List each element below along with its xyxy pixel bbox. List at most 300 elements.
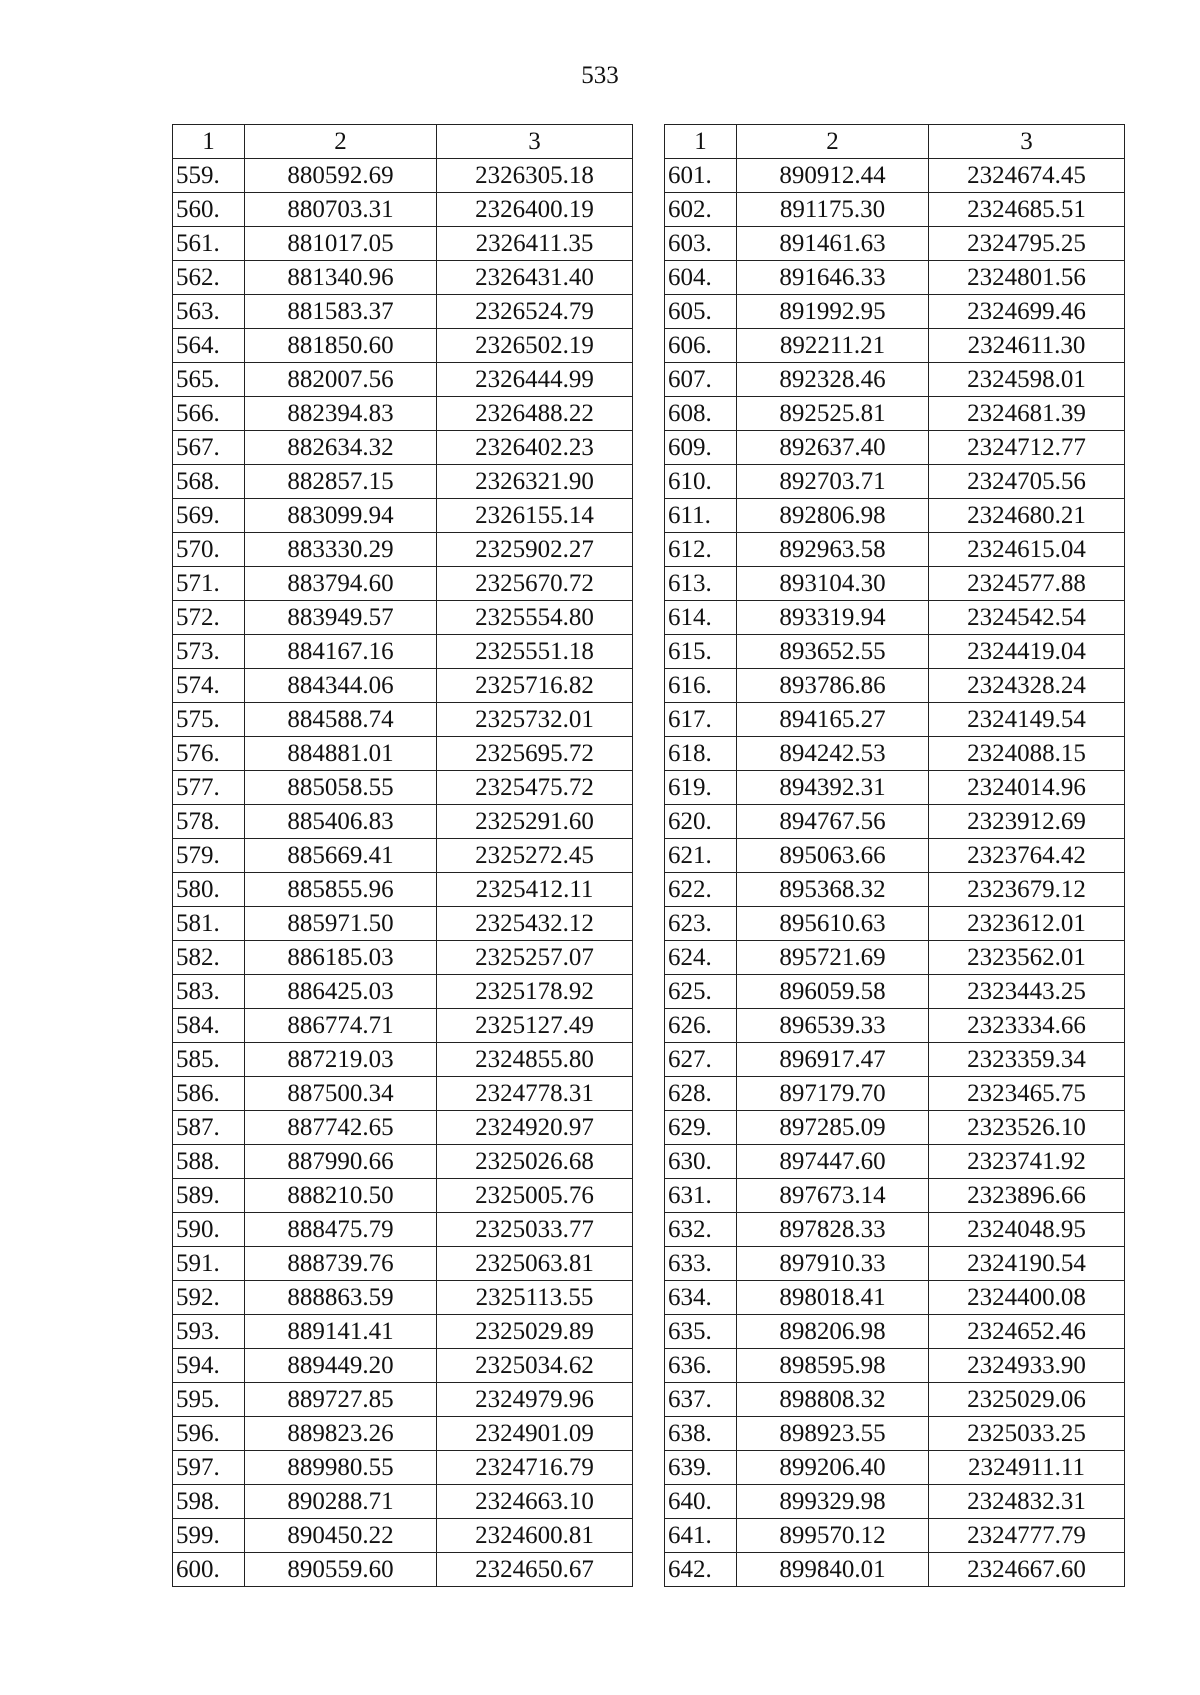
x-coordinate-cell: 888739.76 [245, 1247, 437, 1281]
y-coordinate-cell: 2324685.51 [929, 193, 1125, 227]
x-coordinate-cell: 898923.55 [737, 1417, 929, 1451]
y-coordinate-cell: 2323764.42 [929, 839, 1125, 873]
point-number-cell: 561. [173, 227, 245, 261]
table-row [665, 1451, 1125, 1485]
x-coordinate-cell: 888210.50 [245, 1179, 437, 1213]
point-number-cell: 632. [665, 1213, 737, 1247]
table-row [665, 499, 1125, 533]
table-row [173, 601, 633, 635]
x-coordinate-cell: 881850.60 [245, 329, 437, 363]
x-coordinate-cell: 884588.74 [245, 703, 437, 737]
y-coordinate-cell: 2325695.72 [437, 737, 633, 771]
point-number-cell: 626. [665, 1009, 737, 1043]
y-coordinate-cell: 2325033.25 [929, 1417, 1125, 1451]
point-number-cell: 589. [173, 1179, 245, 1213]
x-coordinate-cell: 896917.47 [737, 1043, 929, 1077]
point-number-cell: 625. [665, 975, 737, 1009]
x-coordinate-cell: 897673.14 [737, 1179, 929, 1213]
y-coordinate-cell: 2326400.19 [437, 193, 633, 227]
x-coordinate-cell: 894165.27 [737, 703, 929, 737]
point-number-cell: 580. [173, 873, 245, 907]
point-number-cell: 585. [173, 1043, 245, 1077]
point-number-cell: 598. [173, 1485, 245, 1519]
point-number-cell: 634. [665, 1281, 737, 1315]
y-coordinate-cell: 2324920.97 [437, 1111, 633, 1145]
table-row [173, 465, 633, 499]
x-coordinate-cell: 890912.44 [737, 159, 929, 193]
point-number-cell: 564. [173, 329, 245, 363]
y-coordinate-cell: 2325554.80 [437, 601, 633, 635]
x-coordinate-cell: 889141.41 [245, 1315, 437, 1349]
point-number-cell: 637. [665, 1383, 737, 1417]
point-number-cell: 640. [665, 1485, 737, 1519]
x-coordinate-cell: 884344.06 [245, 669, 437, 703]
point-number-cell: 577. [173, 771, 245, 805]
x-coordinate-cell: 887219.03 [245, 1043, 437, 1077]
header-cell-3: 3 [437, 125, 633, 159]
table-row [665, 261, 1125, 295]
point-number-cell: 642. [665, 1553, 737, 1587]
table-row [665, 227, 1125, 261]
y-coordinate-cell: 2324650.67 [437, 1553, 633, 1587]
table-row [665, 703, 1125, 737]
x-coordinate-cell: 897910.33 [737, 1247, 929, 1281]
x-coordinate-cell: 891992.95 [737, 295, 929, 329]
x-coordinate-cell: 895063.66 [737, 839, 929, 873]
y-coordinate-cell: 2325732.01 [437, 703, 633, 737]
x-coordinate-cell: 885669.41 [245, 839, 437, 873]
y-coordinate-cell: 2323562.01 [929, 941, 1125, 975]
point-number-cell: 635. [665, 1315, 737, 1349]
y-coordinate-cell: 2324088.15 [929, 737, 1125, 771]
point-number-cell: 562. [173, 261, 245, 295]
y-coordinate-cell: 2324778.31 [437, 1077, 633, 1111]
x-coordinate-cell: 890559.60 [245, 1553, 437, 1587]
x-coordinate-cell: 895721.69 [737, 941, 929, 975]
x-coordinate-cell: 890450.22 [245, 1519, 437, 1553]
table-row [173, 1383, 633, 1417]
x-coordinate-cell: 893652.55 [737, 635, 929, 669]
table-row [173, 941, 633, 975]
x-coordinate-cell: 893319.94 [737, 601, 929, 635]
point-number-cell: 617. [665, 703, 737, 737]
table-row [665, 363, 1125, 397]
x-coordinate-cell: 898206.98 [737, 1315, 929, 1349]
point-number-cell: 619. [665, 771, 737, 805]
point-number-cell: 590. [173, 1213, 245, 1247]
table-row [665, 1315, 1125, 1349]
table-row [665, 1281, 1125, 1315]
x-coordinate-cell: 886425.03 [245, 975, 437, 1009]
point-number-cell: 614. [665, 601, 737, 635]
table-row [173, 805, 633, 839]
y-coordinate-cell: 2325412.11 [437, 873, 633, 907]
x-coordinate-cell: 898808.32 [737, 1383, 929, 1417]
table-row [665, 533, 1125, 567]
point-number-cell: 570. [173, 533, 245, 567]
x-coordinate-cell: 884167.16 [245, 635, 437, 669]
table-row [173, 499, 633, 533]
point-number-cell: 591. [173, 1247, 245, 1281]
table-row [665, 1349, 1125, 1383]
point-number-cell: 631. [665, 1179, 737, 1213]
x-coordinate-cell: 899329.98 [737, 1485, 929, 1519]
x-coordinate-cell: 893786.86 [737, 669, 929, 703]
point-number-cell: 559. [173, 159, 245, 193]
table-row [173, 1179, 633, 1213]
x-coordinate-cell: 889449.20 [245, 1349, 437, 1383]
x-coordinate-cell: 890288.71 [245, 1485, 437, 1519]
point-number-cell: 641. [665, 1519, 737, 1553]
x-coordinate-cell: 897285.09 [737, 1111, 929, 1145]
x-coordinate-cell: 891461.63 [737, 227, 929, 261]
x-coordinate-cell: 885971.50 [245, 907, 437, 941]
point-number-cell: 615. [665, 635, 737, 669]
y-coordinate-cell: 2326502.19 [437, 329, 633, 363]
x-coordinate-cell: 886774.71 [245, 1009, 437, 1043]
y-coordinate-cell: 2324795.25 [929, 227, 1125, 261]
x-coordinate-cell: 899206.40 [737, 1451, 929, 1485]
table-row [173, 669, 633, 703]
y-coordinate-cell: 2324615.04 [929, 533, 1125, 567]
y-coordinate-cell: 2325063.81 [437, 1247, 633, 1281]
y-coordinate-cell: 2326488.22 [437, 397, 633, 431]
point-number-cell: 567. [173, 431, 245, 465]
y-coordinate-cell: 2323334.66 [929, 1009, 1125, 1043]
x-coordinate-cell: 889980.55 [245, 1451, 437, 1485]
y-coordinate-cell: 2324705.56 [929, 465, 1125, 499]
point-number-cell: 588. [173, 1145, 245, 1179]
header-cell-1: 1 [665, 125, 737, 159]
y-coordinate-cell: 2324832.31 [929, 1485, 1125, 1519]
y-coordinate-cell: 2325026.68 [437, 1145, 633, 1179]
x-coordinate-cell: 885855.96 [245, 873, 437, 907]
y-coordinate-cell: 2325005.76 [437, 1179, 633, 1213]
point-number-cell: 582. [173, 941, 245, 975]
point-number-cell: 627. [665, 1043, 737, 1077]
x-coordinate-cell: 880592.69 [245, 159, 437, 193]
point-number-cell: 568. [173, 465, 245, 499]
coordinate-table-right [664, 124, 1125, 1587]
x-coordinate-cell: 895368.32 [737, 873, 929, 907]
point-number-cell: 608. [665, 397, 737, 431]
table-row [173, 873, 633, 907]
table-row [173, 1451, 633, 1485]
x-coordinate-cell: 892806.98 [737, 499, 929, 533]
table-row [173, 1043, 633, 1077]
table-row [173, 533, 633, 567]
table-row [173, 1145, 633, 1179]
y-coordinate-cell: 2324577.88 [929, 567, 1125, 601]
point-number-cell: 610. [665, 465, 737, 499]
point-number-cell: 581. [173, 907, 245, 941]
x-coordinate-cell: 896059.58 [737, 975, 929, 1009]
table-row [665, 329, 1125, 363]
table-row [173, 1485, 633, 1519]
point-number-cell: 593. [173, 1315, 245, 1349]
table-row [665, 805, 1125, 839]
table-row [665, 1247, 1125, 1281]
x-coordinate-cell: 893104.30 [737, 567, 929, 601]
table-row [665, 1009, 1125, 1043]
table-row [665, 601, 1125, 635]
table-row [665, 941, 1125, 975]
point-number-cell: 628. [665, 1077, 737, 1111]
table-row [665, 839, 1125, 873]
point-number-cell: 606. [665, 329, 737, 363]
y-coordinate-cell: 2325113.55 [437, 1281, 633, 1315]
y-coordinate-cell: 2326305.18 [437, 159, 633, 193]
y-coordinate-cell: 2323359.34 [929, 1043, 1125, 1077]
header-cell-3: 3 [929, 125, 1125, 159]
y-coordinate-cell: 2326402.23 [437, 431, 633, 465]
table-row [173, 1111, 633, 1145]
table-row [665, 669, 1125, 703]
x-coordinate-cell: 883099.94 [245, 499, 437, 533]
y-coordinate-cell: 2324048.95 [929, 1213, 1125, 1247]
x-coordinate-cell: 882007.56 [245, 363, 437, 397]
point-number-cell: 623. [665, 907, 737, 941]
table-row [665, 567, 1125, 601]
table-header-row [665, 125, 1125, 159]
y-coordinate-cell: 2325033.77 [437, 1213, 633, 1247]
table-row [665, 1519, 1125, 1553]
y-coordinate-cell: 2324855.80 [437, 1043, 633, 1077]
table-row [173, 431, 633, 465]
point-number-cell: 583. [173, 975, 245, 1009]
x-coordinate-cell: 895610.63 [737, 907, 929, 941]
point-number-cell: 587. [173, 1111, 245, 1145]
x-coordinate-cell: 885406.83 [245, 805, 437, 839]
table-row [173, 329, 633, 363]
x-coordinate-cell: 887990.66 [245, 1145, 437, 1179]
y-coordinate-cell: 2324699.46 [929, 295, 1125, 329]
table-row [665, 1383, 1125, 1417]
y-coordinate-cell: 2324712.77 [929, 431, 1125, 465]
point-number-cell: 603. [665, 227, 737, 261]
table-row [173, 567, 633, 601]
table-row [665, 1043, 1125, 1077]
table-row [665, 1553, 1125, 1587]
point-number-cell: 607. [665, 363, 737, 397]
y-coordinate-cell: 2326524.79 [437, 295, 633, 329]
table-row [665, 635, 1125, 669]
table-row [665, 1077, 1125, 1111]
x-coordinate-cell: 887742.65 [245, 1111, 437, 1145]
table-row [173, 635, 633, 669]
x-coordinate-cell: 882857.15 [245, 465, 437, 499]
y-coordinate-cell: 2324014.96 [929, 771, 1125, 805]
x-coordinate-cell: 898018.41 [737, 1281, 929, 1315]
point-number-cell: 633. [665, 1247, 737, 1281]
table-row [173, 907, 633, 941]
y-coordinate-cell: 2323612.01 [929, 907, 1125, 941]
point-number-cell: 572. [173, 601, 245, 635]
x-coordinate-cell: 885058.55 [245, 771, 437, 805]
y-coordinate-cell: 2324600.81 [437, 1519, 633, 1553]
table-row [173, 771, 633, 805]
y-coordinate-cell: 2325716.82 [437, 669, 633, 703]
table-row [173, 1281, 633, 1315]
y-coordinate-cell: 2325178.92 [437, 975, 633, 1009]
point-number-cell: 622. [665, 873, 737, 907]
y-coordinate-cell: 2325029.06 [929, 1383, 1125, 1417]
x-coordinate-cell: 880703.31 [245, 193, 437, 227]
y-coordinate-cell: 2325475.72 [437, 771, 633, 805]
table-row [173, 193, 633, 227]
point-number-cell: 563. [173, 295, 245, 329]
table-row [173, 1349, 633, 1383]
y-coordinate-cell: 2326321.90 [437, 465, 633, 499]
table-row [173, 1213, 633, 1247]
point-number-cell: 620. [665, 805, 737, 839]
y-coordinate-cell: 2326431.40 [437, 261, 633, 295]
table-row [665, 1417, 1125, 1451]
x-coordinate-cell: 897828.33 [737, 1213, 929, 1247]
table-row [173, 975, 633, 1009]
y-coordinate-cell: 2324674.45 [929, 159, 1125, 193]
point-number-cell: 578. [173, 805, 245, 839]
x-coordinate-cell: 881017.05 [245, 227, 437, 261]
point-number-cell: 571. [173, 567, 245, 601]
table-row [173, 703, 633, 737]
table-row [665, 1145, 1125, 1179]
point-number-cell: 569. [173, 499, 245, 533]
point-number-cell: 616. [665, 669, 737, 703]
y-coordinate-cell: 2326444.99 [437, 363, 633, 397]
y-coordinate-cell: 2324911.11 [929, 1451, 1125, 1485]
x-coordinate-cell: 882394.83 [245, 397, 437, 431]
x-coordinate-cell: 883794.60 [245, 567, 437, 601]
table-row [173, 737, 633, 771]
x-coordinate-cell: 889823.26 [245, 1417, 437, 1451]
table-row [173, 1315, 633, 1349]
point-number-cell: 599. [173, 1519, 245, 1553]
x-coordinate-cell: 897447.60 [737, 1145, 929, 1179]
x-coordinate-cell: 891646.33 [737, 261, 929, 295]
table-row [173, 295, 633, 329]
point-number-cell: 586. [173, 1077, 245, 1111]
table-row [173, 1077, 633, 1111]
table-row [665, 397, 1125, 431]
point-number-cell: 602. [665, 193, 737, 227]
point-number-cell: 576. [173, 737, 245, 771]
table-row [173, 839, 633, 873]
table-row [173, 159, 633, 193]
point-number-cell: 573. [173, 635, 245, 669]
y-coordinate-cell: 2324663.10 [437, 1485, 633, 1519]
y-coordinate-cell: 2324681.39 [929, 397, 1125, 431]
x-coordinate-cell: 892328.46 [737, 363, 929, 397]
y-coordinate-cell: 2325432.12 [437, 907, 633, 941]
y-coordinate-cell: 2324542.54 [929, 601, 1125, 635]
y-coordinate-cell: 2324680.21 [929, 499, 1125, 533]
y-coordinate-cell: 2324190.54 [929, 1247, 1125, 1281]
y-coordinate-cell: 2323443.25 [929, 975, 1125, 1009]
table-row [665, 907, 1125, 941]
table-row [665, 737, 1125, 771]
y-coordinate-cell: 2323679.12 [929, 873, 1125, 907]
table-row [173, 227, 633, 261]
y-coordinate-cell: 2324149.54 [929, 703, 1125, 737]
header-cell-1: 1 [173, 125, 245, 159]
table-row [173, 1553, 633, 1587]
x-coordinate-cell: 886185.03 [245, 941, 437, 975]
table-row [665, 465, 1125, 499]
x-coordinate-cell: 881340.96 [245, 261, 437, 295]
point-number-cell: 584. [173, 1009, 245, 1043]
y-coordinate-cell: 2323465.75 [929, 1077, 1125, 1111]
y-coordinate-cell: 2325127.49 [437, 1009, 633, 1043]
point-number-cell: 595. [173, 1383, 245, 1417]
point-number-cell: 597. [173, 1451, 245, 1485]
point-number-cell: 560. [173, 193, 245, 227]
table-row [665, 873, 1125, 907]
table-row [173, 363, 633, 397]
y-coordinate-cell: 2324901.09 [437, 1417, 633, 1451]
x-coordinate-cell: 899570.12 [737, 1519, 929, 1553]
x-coordinate-cell: 892703.71 [737, 465, 929, 499]
table-row [173, 261, 633, 295]
y-coordinate-cell: 2325257.07 [437, 941, 633, 975]
table-row [665, 1485, 1125, 1519]
y-coordinate-cell: 2325902.27 [437, 533, 633, 567]
point-number-cell: 565. [173, 363, 245, 397]
point-number-cell: 574. [173, 669, 245, 703]
y-coordinate-cell: 2323912.69 [929, 805, 1125, 839]
x-coordinate-cell: 899840.01 [737, 1553, 929, 1587]
point-number-cell: 636. [665, 1349, 737, 1383]
x-coordinate-cell: 896539.33 [737, 1009, 929, 1043]
y-coordinate-cell: 2324979.96 [437, 1383, 633, 1417]
table-row [665, 1179, 1125, 1213]
point-number-cell: 621. [665, 839, 737, 873]
table-row [665, 1213, 1125, 1247]
y-coordinate-cell: 2325670.72 [437, 567, 633, 601]
point-number-cell: 630. [665, 1145, 737, 1179]
point-number-cell: 566. [173, 397, 245, 431]
y-coordinate-cell: 2324716.79 [437, 1451, 633, 1485]
x-coordinate-cell: 883330.29 [245, 533, 437, 567]
y-coordinate-cell: 2325034.62 [437, 1349, 633, 1383]
y-coordinate-cell: 2324801.56 [929, 261, 1125, 295]
x-coordinate-cell: 883949.57 [245, 601, 437, 635]
y-coordinate-cell: 2324933.90 [929, 1349, 1125, 1383]
point-number-cell: 613. [665, 567, 737, 601]
x-coordinate-cell: 888863.59 [245, 1281, 437, 1315]
y-coordinate-cell: 2324328.24 [929, 669, 1125, 703]
x-coordinate-cell: 894392.31 [737, 771, 929, 805]
y-coordinate-cell: 2324419.04 [929, 635, 1125, 669]
point-number-cell: 600. [173, 1553, 245, 1587]
point-number-cell: 611. [665, 499, 737, 533]
table-row [665, 159, 1125, 193]
point-number-cell: 618. [665, 737, 737, 771]
table-row [665, 771, 1125, 805]
x-coordinate-cell: 887500.34 [245, 1077, 437, 1111]
point-number-cell: 594. [173, 1349, 245, 1383]
point-number-cell: 592. [173, 1281, 245, 1315]
table-row [173, 1417, 633, 1451]
x-coordinate-cell: 892211.21 [737, 329, 929, 363]
point-number-cell: 629. [665, 1111, 737, 1145]
point-number-cell: 639. [665, 1451, 737, 1485]
table-row [665, 1111, 1125, 1145]
x-coordinate-cell: 892525.81 [737, 397, 929, 431]
x-coordinate-cell: 889727.85 [245, 1383, 437, 1417]
y-coordinate-cell: 2324667.60 [929, 1553, 1125, 1587]
point-number-cell: 579. [173, 839, 245, 873]
